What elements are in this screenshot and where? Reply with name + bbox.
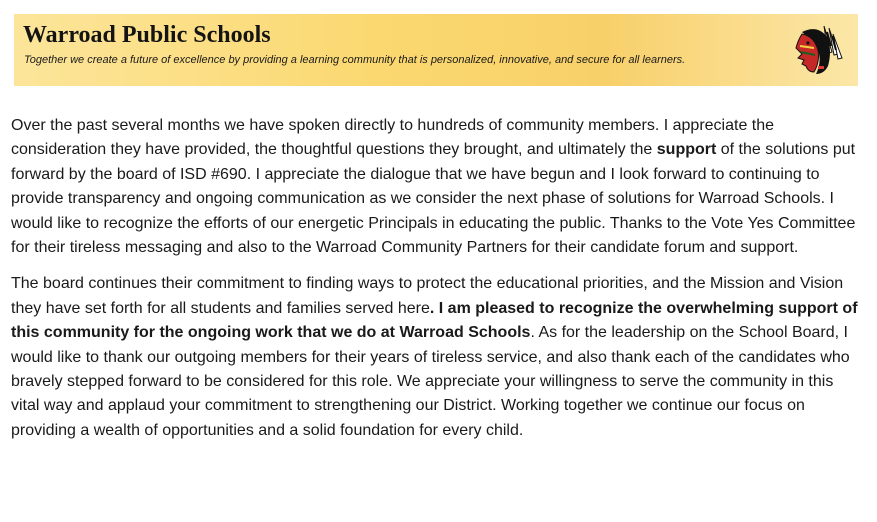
paragraph-2-text-a: The board continues their commitment to finding ways to protect the educational priorities, and the Mission and Vision they have set forth for all students and families served here [11,275,844,317]
paragraph-1-bold: support [656,141,717,159]
school-name: Warroad Public Schools [23,22,271,48]
paragraph-2-bold: . I am pleased to recognize the overwhelming support of this community for the ongoing work that we do at Warroad Schools [11,299,858,342]
paragraph-1-text-a: Over the past several months we have spoken directly to hundreds of community members. I appreciate the consideration they have provided, the thoughtful questions they brought, and ultimately the [11,117,775,159]
paragraph-2-text-b: . As for the leadership on the School Board, I would like to thank our outgoing members for their years of tireless service, and also thank each of the candidates who bravely stepped forward to be considered for this role. We appreciate your willingness to serve the community in this vital way and applaud your commitment to strengthening our District. Working together we continue our focus on providing a wealth of opportunities and a solid foundation for every child. [11,324,850,439]
paragraph-2 [11,272,861,443]
letter-body [11,114,861,455]
warrior-head-icon [788,22,844,78]
paragraph-1-text-b: of the solutions put forward by the board of ISD #690. I appreciate the dialogue that we have begun and I look forward to continuing to provide transparency and ongoing communication as we consider the next phase of solutions for Warroad Schools. I would like to recognize the efforts of our energetic Principals in educating the public. Thanks to the Vote Yes Committee for their tireless messaging and also to the Warroad Community Partners for their candidate forum and support. [11,141,856,257]
header-banner [14,14,858,86]
paragraph-1 [11,114,861,260]
school-tagline: Together we create a future of excellence by providing a learning community that is personalized, innovative, and secure for all learners. [24,54,686,66]
